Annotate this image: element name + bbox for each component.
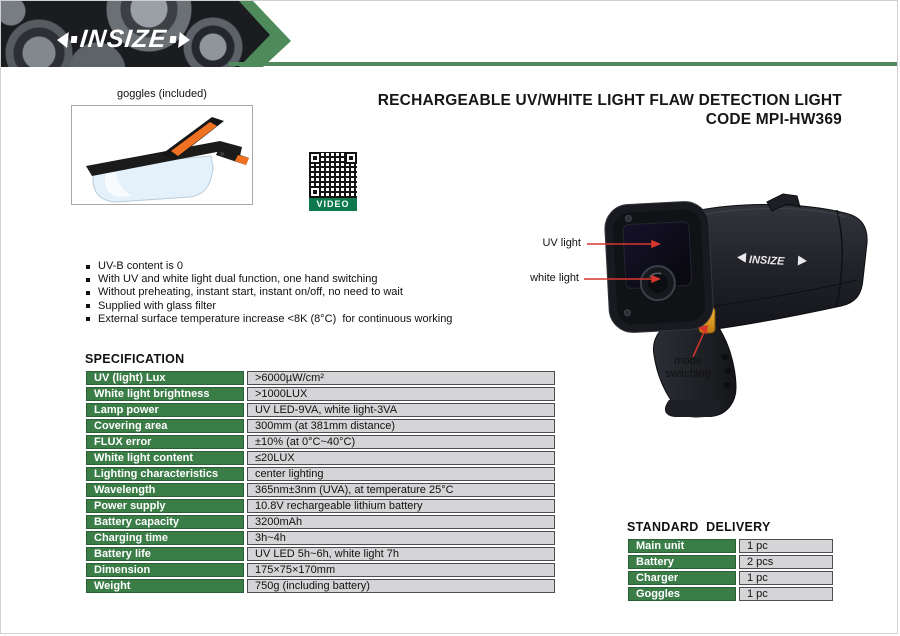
spec-value: >6000µW/cm² xyxy=(247,371,555,385)
spec-label: White light content xyxy=(86,451,244,465)
table-row xyxy=(86,515,555,529)
callout-white-light: white light xyxy=(530,272,579,284)
table-row xyxy=(628,539,833,553)
spec-label: Weight xyxy=(86,579,244,593)
feature-item: With UV and white light dual function, one hand switching xyxy=(85,273,515,286)
insize-logo xyxy=(55,25,191,54)
spec-label: UV (light) Lux xyxy=(86,371,244,385)
video-badge: VIDEO xyxy=(309,198,357,211)
table-row xyxy=(86,579,555,593)
features-list xyxy=(85,260,515,326)
standard-delivery-table xyxy=(625,537,836,603)
callout-mode-switching: mode switching xyxy=(665,355,711,380)
header-rule xyxy=(229,62,898,66)
logo-left-stem-icon xyxy=(71,36,78,43)
spec-value: 750g (including battery) xyxy=(247,579,555,593)
table-row xyxy=(86,531,555,545)
table-row xyxy=(86,547,555,561)
table-row xyxy=(86,563,555,577)
table-row xyxy=(86,483,555,497)
page-header xyxy=(1,1,898,67)
spec-label: Battery capacity xyxy=(86,515,244,529)
delivery-value: 1 pc xyxy=(739,539,833,553)
spec-value: >1000LUX xyxy=(247,387,555,401)
spec-label: Covering area xyxy=(86,419,244,433)
page-title xyxy=(279,91,842,129)
spec-label: Wavelength xyxy=(86,483,244,497)
qr-finder-icon xyxy=(309,152,321,164)
feature-item: Without preheating, instant start, instant on/off, no need to wait xyxy=(85,286,515,299)
specification-table xyxy=(83,369,558,595)
spec-value: 3h~4h xyxy=(247,531,555,545)
spec-label: Lamp power xyxy=(86,403,244,417)
qr-finder-icon xyxy=(309,186,321,198)
table-row xyxy=(628,571,833,585)
spec-value: 10.8V rechargeable lithium battery xyxy=(247,499,555,513)
table-row xyxy=(86,499,555,513)
feature-item: Supplied with glass filter xyxy=(85,300,515,313)
qr-code xyxy=(309,152,357,198)
spec-label: Charging time xyxy=(86,531,244,545)
delivery-value: 1 pc xyxy=(739,587,833,601)
spec-label: White light brightness xyxy=(86,387,244,401)
spec-value: UV LED 5h~6h, white light 7h xyxy=(247,547,555,561)
spec-label: Dimension xyxy=(86,563,244,577)
standard-delivery-heading: STANDARD DELIVERY xyxy=(627,520,771,534)
delivery-label: Goggles xyxy=(628,587,736,601)
table-row xyxy=(86,371,555,385)
spec-value: 365nm±3nm (UVA), at temperature 25°C xyxy=(247,483,555,497)
logo-right-arrow-icon xyxy=(178,32,191,48)
spec-value: ≤20LUX xyxy=(247,451,555,465)
spec-label: Lighting characteristics xyxy=(86,467,244,481)
delivery-value: 2 pcs xyxy=(739,555,833,569)
table-row xyxy=(86,419,555,433)
spec-label: Power supply xyxy=(86,499,244,513)
delivery-label: Battery xyxy=(628,555,736,569)
table-row xyxy=(628,555,833,569)
table-row xyxy=(86,451,555,465)
qr-finder-icon xyxy=(345,152,357,164)
spec-value: UV LED-9VA, white light-3VA xyxy=(247,403,555,417)
callout-uv-light: UV light xyxy=(542,237,581,249)
specification-heading: SPECIFICATION xyxy=(85,352,185,366)
delivery-value: 1 pc xyxy=(739,571,833,585)
table-row xyxy=(86,435,555,449)
goggles-caption: goggles (included) xyxy=(117,88,207,100)
callout-leader-lines xyxy=(521,181,898,431)
svg-text:INSIZE: INSIZE xyxy=(748,253,785,268)
spec-value: ±10% (at 0°C~40°C) xyxy=(247,435,555,449)
logo-right-stem-icon xyxy=(169,36,176,43)
logo-left-arrow-icon xyxy=(56,32,69,48)
goggles-drawing xyxy=(72,106,252,204)
logo-text: INSIZE xyxy=(78,25,169,53)
feature-item: UV-B content is 0 xyxy=(85,260,515,273)
delivery-label: Charger xyxy=(628,571,736,585)
title-line1: RECHARGEABLE UV/WHITE LIGHT FLAW DETECTION LIGHT xyxy=(377,92,842,109)
spec-label: FLUX error xyxy=(86,435,244,449)
spec-label: Battery life xyxy=(86,547,244,561)
table-row xyxy=(628,587,833,601)
spec-value: 300mm (at 381mm distance) xyxy=(247,419,555,433)
table-row xyxy=(86,387,555,401)
goggles-image xyxy=(71,105,253,205)
feature-item: External surface temperature increase <8K (8°C) for continuous working xyxy=(85,313,515,326)
spec-value: 175×75×170mm xyxy=(247,563,555,577)
table-row xyxy=(86,403,555,417)
delivery-label: Main unit xyxy=(628,539,736,553)
table-row xyxy=(86,467,555,481)
video-qr-block xyxy=(309,152,357,211)
spec-value: center lighting xyxy=(247,467,555,481)
spec-value: 3200mAh xyxy=(247,515,555,529)
product-code: CODE MPI-HW369 xyxy=(705,111,842,128)
